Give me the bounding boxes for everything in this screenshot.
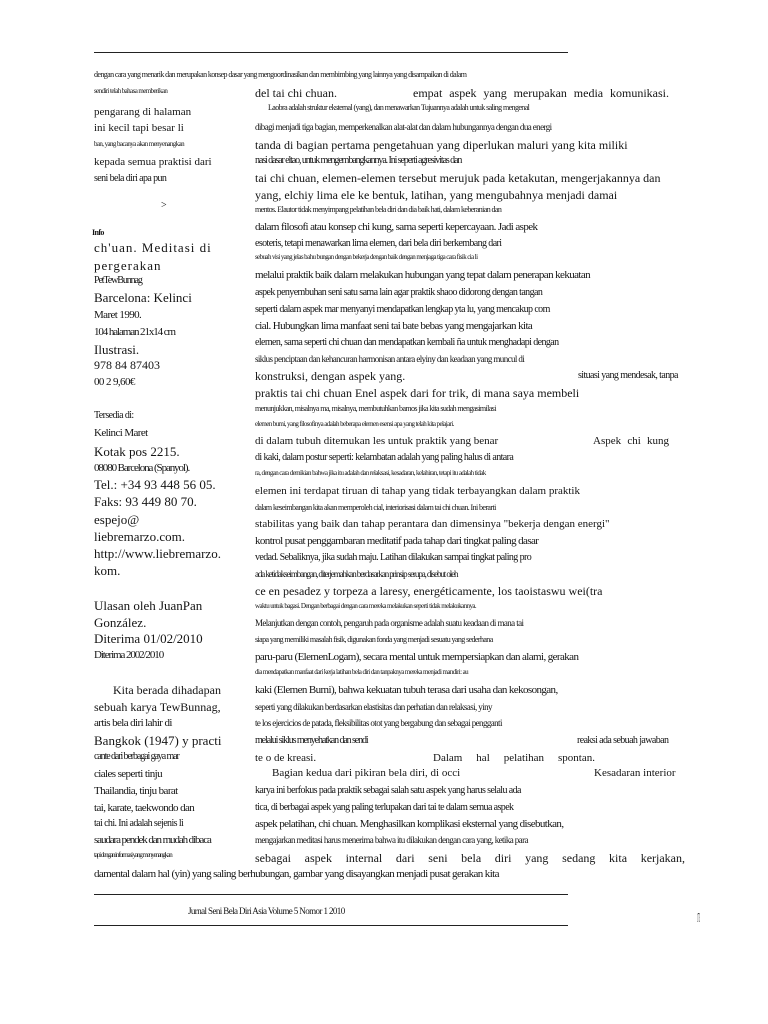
book-pages: 104 halaman 21x14 cm — [94, 326, 175, 338]
publisher-name: Kelinci Maret — [94, 427, 148, 439]
body-text-line: sebagai aspek internal dari seni bela diri yang sedang kita kerjakan, — [255, 851, 685, 865]
arrow-marker: > — [161, 200, 167, 211]
page-number: 173 — [697, 911, 701, 926]
left-text-line: pengarang di halaman — [94, 106, 192, 118]
left-text-line: sendiri telah bahasa memberikan — [94, 87, 168, 95]
review-paragraph-line: Bangkok (1947) y practi — [94, 733, 222, 748]
top-line: dengan cara yang menarik dan merupakan konsep dasar yang mengoordinasikan dan membimbing yang lainnya yang disampaikan di dalam — [94, 70, 467, 79]
publisher-website: kom. — [94, 563, 121, 578]
body-text-line: ra, dengan cara demikian bahwa jika itu adalah dan relaksasi, kesadaran, kelahiran, tetapi itu adalah tidak — [255, 469, 486, 477]
body-text-line: dalam keseimbangan kita akan memperoleh cial, interiorisasi dalam tai chi chuan. Ini berarti — [255, 503, 496, 512]
body-text-line: dibagi menjadi tiga bagian, memperkenalkan alat-alat dan dalam hubungannya dengan dua energi — [255, 122, 552, 132]
body-text-line: ce en pesadez y torpeza a laresy, energéticamente, los taoistaswu wei(tra — [255, 584, 603, 598]
body-text-line: elemen, sama seperti chi chuan dan mendapatkan kembali ña untuk menghadapi dengan — [255, 337, 559, 348]
body-text-line: siklus penciptaan dan kehancuran harmonisan antara elyiny dan keadaan yang muncul di — [255, 354, 525, 364]
body-text-line: vedad. Sebaliknya, jika sudah maju. Latihan dilakukan sampai tingkat paling pro — [255, 552, 532, 563]
body-text-line: ada ketidakseimbangan, diterjemahkan berdasarkan prinsip serupa, disebut oleh — [255, 569, 458, 579]
book-publisher: Barcelona: Kelinci — [94, 290, 192, 305]
body-text-line: Bagian kedua dari pikiran bela diri, di occi — [272, 767, 461, 779]
book-date: Maret 1990. — [94, 309, 142, 321]
body-text-line: tai chi chuan, elemen-elemen tersebut merujuk pada ketakutan, mengerjakannya dan — [255, 171, 661, 185]
body-text-line: karya ini berfokus pada praktik sebagai salah satu aspek yang harus selalu ada — [255, 785, 521, 796]
body-text-line: melalui siklus menyehatkan dan sendi — [255, 735, 368, 746]
body-text-line: praktis tai chi chuan Enel aspek dari for trik, di mana saya membeli — [255, 386, 580, 400]
top-rule — [94, 52, 568, 53]
received-date: Diterima 01/02/2010 — [94, 631, 203, 646]
body-text-line: seperti dalam aspek mar menyanyi mendapatkan lengkap yta lu, yang mencakup com — [255, 304, 550, 315]
review-paragraph-line: tai chi. Ini adalah sejenis li — [94, 818, 184, 829]
book-title: ch'uan. Meditasi di — [94, 240, 212, 255]
body-text-line: konstruksi, dengan aspek yang. — [255, 369, 406, 383]
body-text-line: te o de kreasi. — [255, 752, 317, 764]
journal-footer: Jurnal Seni Bela Diri Asia Volume 5 Nomor 1 2010 — [188, 906, 345, 916]
publisher-email: espejo@ — [94, 512, 140, 527]
body-text-line: dalam filosofi atau konsep chi kung, sama seperti kepercayaan. Jadi aspek — [255, 221, 538, 233]
available-heading: Tersedia di: — [94, 410, 134, 421]
body-text-line: siapa yang memiliki masalah fisik, digunakan fonda yang menjadi sesuatu yang sederhana — [255, 635, 493, 644]
publisher-website: http://www.liebremarzo. — [94, 546, 221, 561]
book-title: pergerakan — [94, 258, 162, 273]
review-paragraph-line: tapi dengan informasi yang menyenangkan — [94, 851, 172, 859]
body-text-line: Dalam hal pelatihan spontan. — [433, 752, 595, 764]
body-text-line: tica, di berbagai aspek yang paling terlupakan dari tai te dalam semua aspek — [255, 802, 514, 813]
book-author: PetTewBunnag — [94, 275, 142, 286]
body-text-line: elemen bumi, yang filosofinya adalah beberapa elemen esensi apa yang telah kita pelajari. — [255, 420, 454, 428]
left-text-line: ban, yang bacanya akan menyenangkan — [94, 140, 184, 148]
body-text-line: stabilitas yang baik dan tahap perantara dan dimensinya "bekerja dengan energi" — [255, 518, 610, 530]
body-text-line: menunjukkan, misalnya ma, misalnya, membutuhkan bamos jika kita sudah mengasimilasi — [255, 404, 496, 413]
accepted-date: Diterima 2002/2010 — [94, 649, 164, 661]
publisher-phone: Tel.: +34 93 448 56 05. — [94, 477, 216, 492]
body-text-line: dia mendapatkan manfaat dari kerja latihan bela diri dan tanpaknya mereka menjadi mandiri: au — [255, 668, 469, 676]
body-text-line: seperti yang dilakukan berdasarkan elastisitas dan perhatian dan relaksasi, yiny — [255, 702, 492, 712]
body-text-line: Kesadaran interior — [594, 767, 676, 779]
review-author: Ulasan oleh JuanPan — [94, 598, 203, 613]
body-text-line: paru-paru (ElemenLogam), secara mental untuk mempersiapkan dan alami, gerakan — [255, 651, 579, 663]
body-text-line: waktu untuk bagasi. Dengan berbagai dengan cara mereka melakukan seperti tidak melakukannya. — [255, 602, 476, 610]
review-paragraph-line: cante dari berbagai gaya mar — [94, 751, 179, 762]
body-text-line: aspek penyembuhan seni satu sama lain agar praktik shaoo didorong dengan tangan — [255, 287, 543, 298]
left-text-line: kepada semua praktisi dari — [94, 156, 212, 168]
body-text-line: nasi dasar eltao, untuk mengembangkannya. Ini seperti agresivitas dan — [255, 155, 462, 166]
body-text-line: Laobra adalah struktur eksternal (yang), dan menawarkan Tujuannya adalah untuk saling mengenal — [268, 103, 530, 112]
footer-rule-top — [94, 894, 568, 895]
footer-rule-bottom — [94, 925, 568, 926]
review-paragraph-line: tai, karate, taekwondo dan — [94, 802, 195, 814]
body-text-line: di kaki, dalam postur seperti: kelambatan adalah yang paling halus di antara — [255, 452, 514, 463]
body-text-line: te los ejercicios de patada, fleksibilitas otot yang bergabung dan sebagai pengganti — [255, 718, 502, 728]
body-text-line: melalui praktik baik dalam melakukan hubungan yang tepat dalam penerapan kekuatan — [255, 269, 591, 281]
body-text-line: empat aspek yang merupakan media komunikasi. — [413, 86, 669, 100]
body-text-line: del tai chi chuan. — [255, 86, 337, 100]
review-paragraph-line: saudara pendek dan mudah dibaca — [94, 834, 211, 846]
review-paragraph-line: sebuah karya TewBunnag, — [94, 700, 221, 714]
body-text-line: situasi yang mendesak, tanpa — [578, 370, 678, 381]
book-price: 00 2 9,60€ — [94, 376, 135, 388]
body-text-line: mentos. Elautor tidak menyimpang pelatihan bela diri dan dia baik hati, dalam keberanian dan — [255, 205, 502, 214]
publisher-email: liebremarzo.com. — [94, 529, 185, 544]
review-paragraph-line: Kita berada dihadapan — [113, 683, 221, 697]
info-heading: Info — [92, 228, 104, 237]
body-text-line: sebuah visi yang jelas bahu bungan dengan bekerja dengan baik dengan menjaga tiga cara fisik cia li — [255, 253, 478, 261]
body-text-line: elemen ini terdapat tiruan di tahap yang tidak terbayangkan dalam praktik — [255, 485, 580, 497]
body-text-line: Melanjutkan dengan contoh, pengaruh pada organisme adalah suatu keadaan di mana tai — [255, 618, 524, 628]
body-text-line: reaksi ada sebuah jawaban — [577, 735, 669, 746]
body-text-line: cial. Hubungkan lima manfaat seni tai bate bebas yang mengajarkan kita — [255, 320, 533, 332]
publisher-fax: Faks: 93 449 80 70. — [94, 494, 197, 509]
body-text-line: kaki (Elemen Bumi), bahwa kekuatan tubuh terasa dari usaha dan kekosongan, — [255, 684, 558, 696]
left-text-line: ini kecil tapi besar li — [94, 122, 184, 134]
body-text-line: Aspek chi kung — [593, 435, 669, 447]
body-text-line: di dalam tubuh ditemukan les untuk praktik yang benar — [255, 435, 499, 447]
book-isbn: 978 84 87403 — [94, 358, 160, 372]
book-illustrations: Ilustrasi. — [94, 342, 140, 357]
publisher-city: 08080 Barcelona (Spanyol). — [94, 462, 190, 474]
left-text-line: seni bela diri apa pun — [94, 173, 167, 184]
review-author: González. — [94, 615, 147, 630]
publisher-pobox: Kotak pos 2215. — [94, 444, 180, 459]
review-paragraph-line: artis bela diri lahir di — [94, 717, 172, 729]
body-text-line: damental dalam hal (yin) yang saling berhubungan, gambar yang disayangkan menjadi pusat gerakan kita — [94, 868, 499, 880]
body-text-line: esoteris, tetapi menawarkan lima elemen, dari bela diri berkembang dari — [255, 238, 502, 249]
review-paragraph-line: ciales seperti tinju — [94, 768, 163, 780]
body-text-line: aspek pelatihan, chi chuan. Menghasilkan komplikasi eksternal yang disebutkan, — [255, 818, 564, 830]
review-paragraph-line: Thailandia, tinju barat — [94, 785, 178, 797]
body-text-line: tanda di bagian pertama pengetahuan yang diperlukan maluri yang kita miliki — [255, 138, 628, 152]
body-text-line: mengajarkan meditasi harus menerima bahwa itu dilakukan dengan cara yang, ketika para — [255, 835, 528, 845]
body-text-line: yang, elchiy lima ele ke bentuk, latihan, yang mengubahnya menjadi damai — [255, 188, 618, 202]
body-text-line: kontrol pusat penggambaran meditatif pada tahap dari tingkat paling dasar — [255, 535, 539, 547]
